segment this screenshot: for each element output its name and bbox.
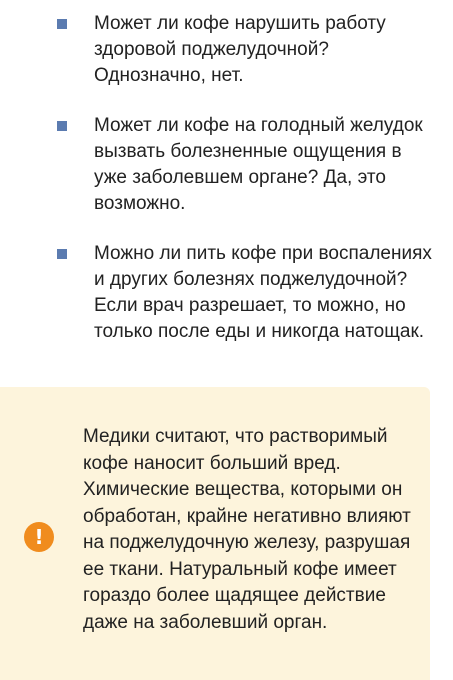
list-item [0,11,453,89]
square-bullet-icon [57,121,67,131]
exclamation-icon: ! [24,522,54,552]
list-item-text: Можно ли пить кофе при воспалениях и других болезнях поджелудочной? Если врач разрешает, то можно, но только после еды и никогда натощак. [94,243,432,342]
list-item [0,113,453,217]
list-item [0,241,453,345]
square-bullet-icon [57,19,67,29]
list-item-text: Может ли кофе на голодный желудок вызвать болезненные ощущения в уже заболевшем органе? Да, это возможно. [94,115,423,214]
callout-text: Медики считают, что растворимый кофе наносит больший вред. Химические вещества, которыми он обработан, крайне негативно влияют на поджелудочную железу, разрушая ее ткани. Натуральный кофе имеет гораздо более щадящее действие даже на заболевший орган. [83,426,411,633]
square-bullet-icon [57,249,67,259]
list-item-text: Может ли кофе нарушить работу здоровой поджелудочной? Однозначно, нет. [94,13,386,86]
